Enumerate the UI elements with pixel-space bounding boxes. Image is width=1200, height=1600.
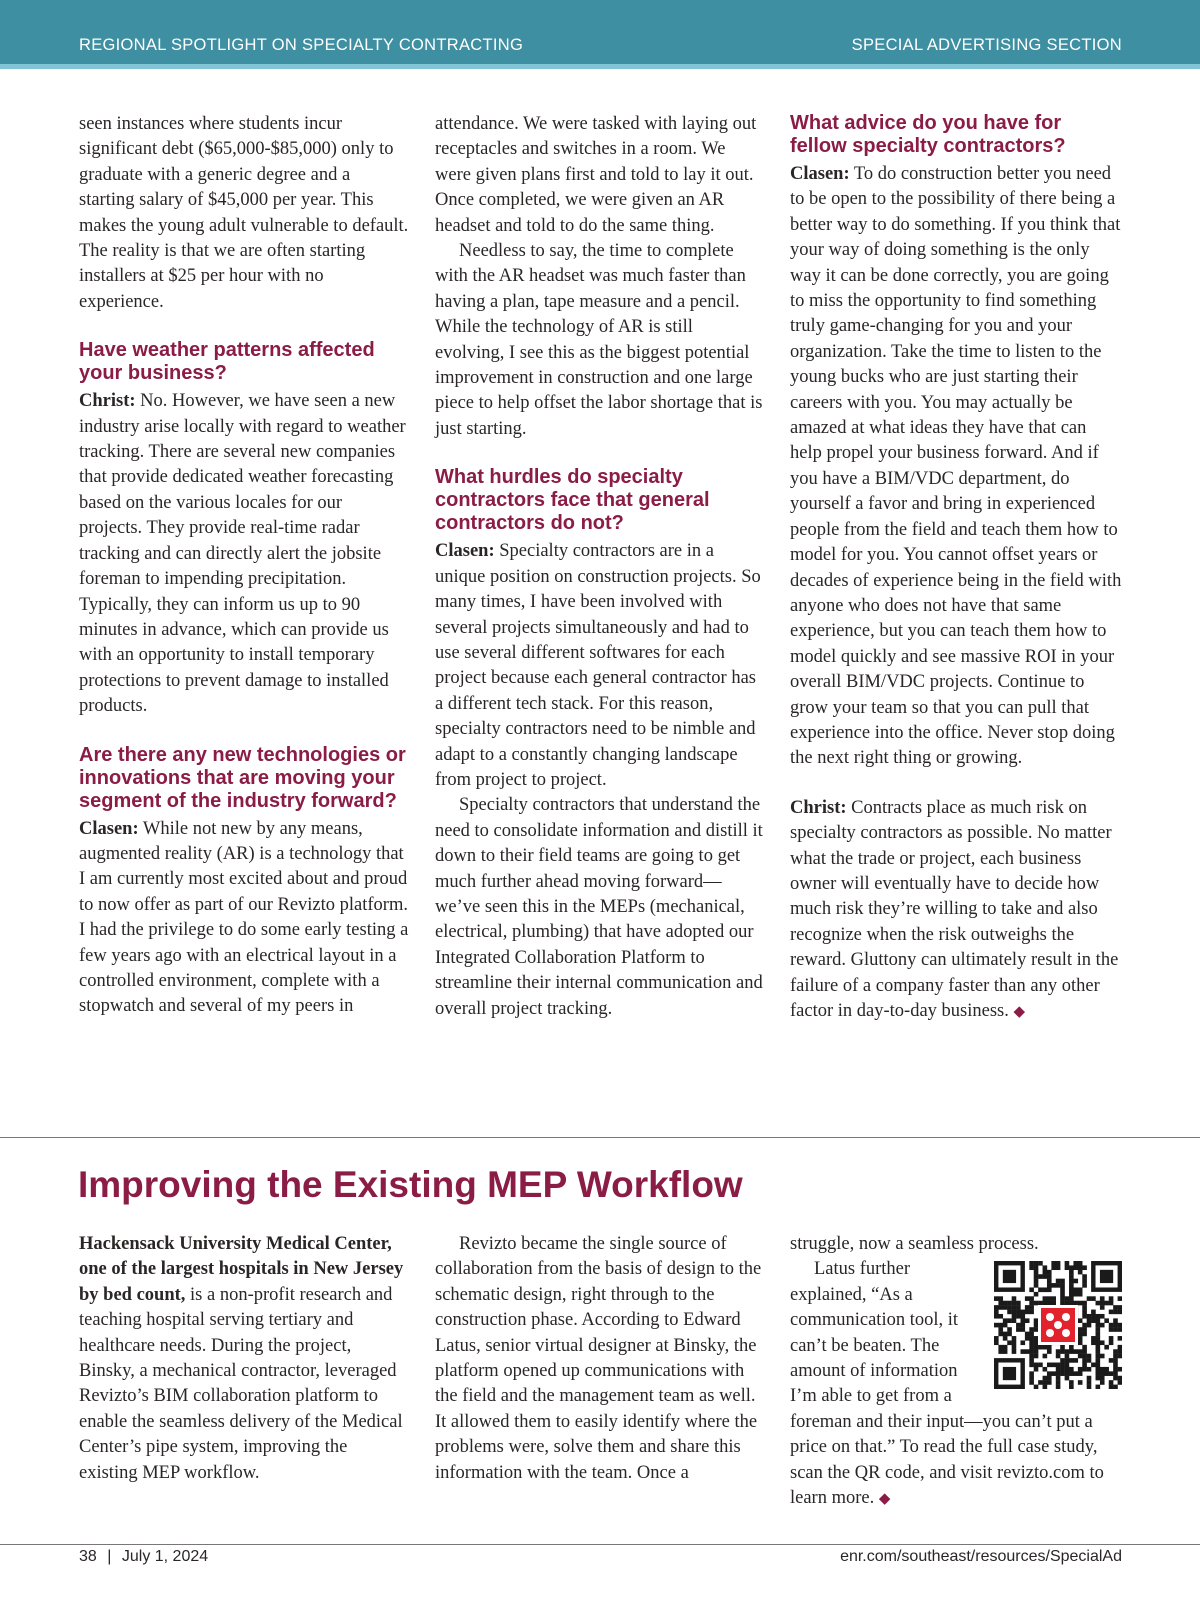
answer-text: Specialty contractors are in a unique position on construction projects. So many times, I have been involved with several projects simultaneously and had to use several different softwares for each project because each general contractor has a different tech stack. For this reason, specialty contractors need to be nimble and adapt to a constantly changing landscape from project to project. [435, 541, 761, 790]
header-advertising-label: SPECIAL ADVERTISING SECTION [851, 36, 1122, 54]
question-heading: Have weather patterns affected your business? [79, 339, 375, 385]
paragraph [790, 1257, 1122, 1512]
question-heading: What hurdles do specialty contractors face that general contractors do not? [435, 466, 710, 535]
end-mark-diamond-icon: ◆ [1013, 1004, 1026, 1020]
article-lead: Hackensack University Medical Center, one of the largest hospitals in New Jersey by bed count, [79, 1234, 404, 1305]
speaker-name: Christ: [79, 391, 136, 412]
answer-text: While not new by any means, augmented reality (AR) is a technology that I am currently most excited about and proud to now offer as part of our Revizto platform. I had the privilege to do some early testing a few years ago with an electrical layout in a controlled environment, complete with a stopwatch and several of my peers in [79, 818, 409, 1017]
speaker-name: Christ: [790, 797, 847, 818]
article-headline: Improving the Existing MEP Workflow [78, 1164, 743, 1205]
footer-url[interactable]: enr.com/southeast/resources/SpecialAd [840, 1548, 1122, 1565]
question-heading: What advice do you have for fellow specialty contractors? [790, 112, 1066, 157]
section-divider [0, 1137, 1200, 1138]
answer-paragraph [790, 796, 1122, 1026]
qa-column-3 [790, 112, 1122, 1025]
page-number: 38 [79, 1548, 97, 1565]
issue-date: July 1, 2024 [121, 1548, 209, 1565]
qr-code-graphic [994, 1261, 1122, 1389]
footer-divider [0, 1544, 1200, 1545]
speaker-name: Clasen: [79, 818, 139, 839]
answer-paragraph [790, 162, 1122, 772]
paragraph: attendance. We were tasked with laying out receptacles and switches in a room. We were given plans first and told to lay it out. Once completed, we were given an AR headset and told to do the same thing. [435, 114, 757, 236]
paragraph: seen instances where students incur significant debt ($65,000-$85,000) only to graduate with a generic degree and a starting salary of $45,000 per year. This makes the young adult vulnerable to default. The reality is that we are often starting installers at $25 per hour with no experience. [79, 114, 409, 312]
qa-column-1 [79, 112, 409, 1020]
article-text: is a non-profit research and teaching hospital serving tertiary and healthcare needs. During the project, Binsky, a mechanical contractor, leveraged Revizto’s BIM collaboration platform to enable the seamless delivery of the Medical Center’s pipe system, improving the existing MEP workflow. [79, 1284, 403, 1483]
answer-paragraph [79, 389, 409, 719]
article-column-2 [435, 1232, 765, 1486]
footer-page-info [79, 1548, 208, 1566]
article-text: Latus further explained, “As a communication tool, it can’t be beaten. The amount of information I’m able to get from a foreman and their input—you can’t put a price on that.” To read the full case study, scan the QR code, and visit revizto.com to learn more. [790, 1259, 1104, 1509]
end-mark-diamond-icon: ◆ [878, 1491, 891, 1508]
answer-paragraph [79, 817, 409, 1020]
qr-code[interactable] [994, 1261, 1122, 1389]
paragraph: Needless to say, the time to complete with the AR headset was much faster than having a plan, tape measure and a pencil. While the technology of AR is still evolving, I see this as the biggest potential improvement in construction and one large piece to help offset the labor shortage that is just starting. [435, 241, 763, 439]
article-column-1 [79, 1232, 409, 1486]
article-lead-paragraph [79, 1232, 409, 1486]
answer-text: No. However, we have seen a new industry arise locally with regard to weather tracking. There are several new companies that provide dedicated weather forecasting based on the various locales for our projects. They provide real-time radar tracking and can directly alert the jobsite foreman to impending precipitation. Typically, they can inform us up to 90 minutes in advance, which can provide us with an opportunity to install temporary protections to prevent damage to installed products. [79, 391, 406, 717]
paragraph: Specialty contractors that understand the need to consolidate information and distill it down to their field teams are going to get much further ahead moving forward—we’ve seen this in the MEPs (mechanical, electrical, plumbing) that have adopted our Integrated Collaboration Platform to streamline their internal communication and overall project tracking. [435, 795, 763, 1019]
answer-text: Contracts place as much risk on specialty contractors as possible. No matter what the trade or project, each business owner will eventually have to decide how much risk they’re willing to take and also recognize when the risk outweighs the reward. Gluttony can ultimately result in the failure of a company faster than any other factor in day-to-day business. [790, 797, 1119, 1021]
article-column-3 [790, 1232, 1122, 1512]
speaker-name: Clasen: [435, 541, 495, 562]
header-section-title: REGIONAL SPOTLIGHT ON SPECIALTY CONTRACTING [79, 36, 524, 54]
paragraph: struggle, now a seamless process. [790, 1234, 1039, 1254]
qa-column-2 [435, 112, 765, 1022]
section-header-bar [0, 0, 1200, 69]
answer-text: To do construction better you need to be open to the possibility of there being a better way to do something. If you think that your way of doing something is the only way it can be done correctly, you are going to miss the opportunity to find something truly game-changing for you and your organization. Take the time to listen to the young bucks who are just starting their careers with you. You may actually be amazed at what ideas they have that can help propel your business forward. And if you have a BIM/VDC department, do yourself a favor and bring in experienced people from the field and teach them how to model for you. You cannot offset years or decades of experience being in the field with anyone who does not have that same experience, but you can teach them how to model quickly and see massive ROI in your overall BIM/VDC projects. Continue to grow your team so that you can pull that experience into the office. Never stop doing the next right thing or growing. [790, 164, 1122, 769]
paragraph: Revizto became the single source of collaboration from the basis of design to the schematic design, right through to the construction phase. According to Edward Latus, senior virtual designer at Binsky, the platform opened up communications with the field and the management team as well. It allowed them to easily identify where the problems were, solve them and share this information with the team. Once a [435, 1234, 762, 1483]
question-heading: Are there any new technologies or innovations that are moving your segment of the industry forward? [79, 743, 406, 812]
answer-paragraph [435, 539, 765, 793]
footer-separator: | [107, 1548, 112, 1565]
speaker-name: Clasen: [790, 164, 850, 184]
